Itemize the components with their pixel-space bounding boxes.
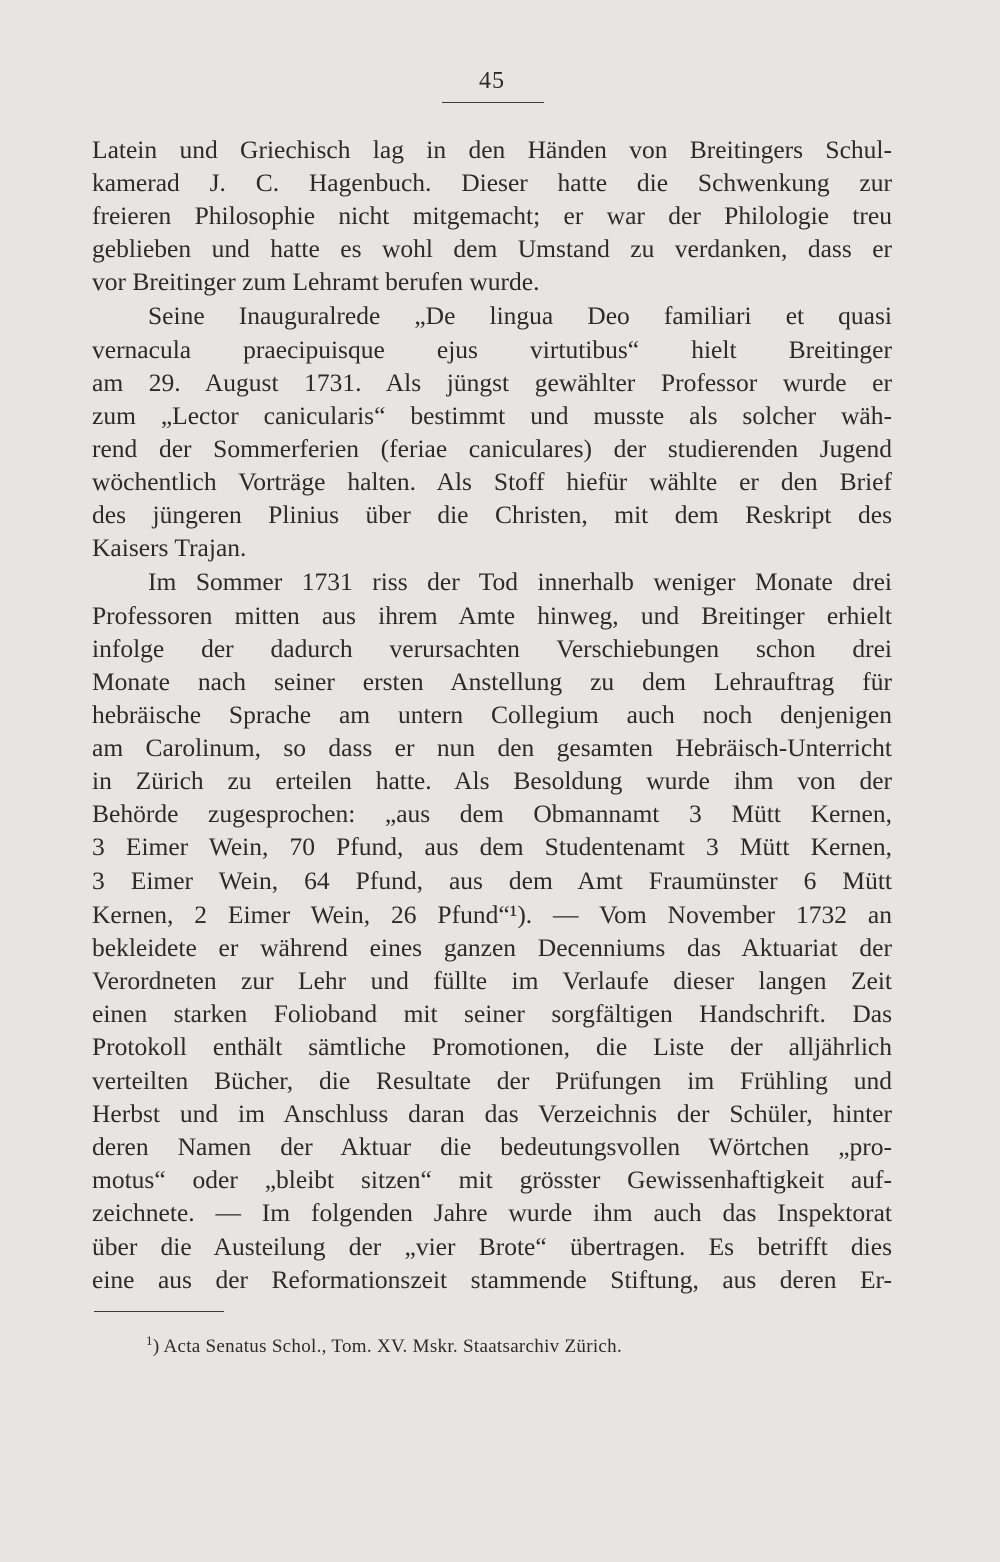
text-line: rend der Sommerferien (feriae caniculares) der studierenden Jugend [92, 434, 892, 463]
page-number-rule [442, 102, 544, 103]
footnote-marker: 1 [146, 1333, 153, 1348]
text-line: am 29. August 1731. Als jüngst gewählter Professor wurde er [92, 368, 892, 397]
footnote [146, 1334, 622, 1360]
text-line: geblieben und hatte es wohl dem Umstand zu verdanken, dass er [92, 234, 892, 263]
text-line: eine aus der Reformationszeit stammende Stiftung, aus deren Er- [92, 1265, 892, 1294]
text-line: zeichnete. — Im folgenden Jahre wurde ihm auch das Inspektorat [92, 1198, 892, 1227]
text-line: Latein und Griechisch lag in den Händen von Breitingers Schul- [92, 135, 892, 164]
text-line: Behörde zugesprochen: „aus dem Obmannamt 3 Mütt Kernen, [92, 799, 892, 828]
text-line: vor Breitinger zum Lehramt berufen wurde. [92, 267, 540, 296]
text-line: bekleidete er während eines ganzen Decenniums das Aktuariat der [92, 933, 892, 962]
text-line: Professoren mitten aus ihrem Amte hinweg, und Breitinger erhielt [92, 601, 892, 630]
text-line: hebräische Sprache am untern Collegium auch noch denjenigen [92, 700, 892, 729]
page-number: 45 [479, 68, 505, 94]
text-line: einen starken Folioband mit seiner sorgfältigen Handschrift. Das [92, 999, 892, 1028]
text-line: Kaisers Trajan. [92, 533, 247, 562]
text-line: deren Namen der Aktuar die bedeutungsvollen Wörtchen „pro- [92, 1132, 892, 1161]
text-line: am Carolinum, so dass er nun den gesamten Hebräisch-Unterricht [92, 733, 892, 762]
text-line: zum „Lector canicularis“ bestimmt und musste als solcher wäh- [92, 401, 892, 430]
text-line: 3 Eimer Wein, 70 Pfund, aus dem Studentenamt 3 Mütt Kernen, [92, 832, 892, 861]
text-line: 3 Eimer Wein, 64 Pfund, aus dem Amt Fraumünster 6 Mütt [92, 866, 892, 895]
text-line: in Zürich zu erteilen hatte. Als Besoldung wurde ihm von der [92, 766, 892, 795]
text-line: Monate nach seiner ersten Anstellung zu dem Lehrauftrag für [92, 667, 892, 696]
footnote-rule [94, 1311, 224, 1312]
text-line: Seine Inauguralrede „De lingua Deo familiari et quasi [148, 301, 892, 330]
text-line: vernacula praecipuisque ejus virtutibus“ hielt Breitinger [92, 335, 892, 364]
text-line: Im Sommer 1731 riss der Tod innerhalb weniger Monate drei [148, 567, 892, 596]
text-line: des jüngeren Plinius über die Christen, mit dem Reskript des [92, 500, 892, 529]
text-line: motus“ oder „bleibt sitzen“ mit grösster Gewissenhaftigkeit auf- [92, 1165, 892, 1194]
text-line: Verordneten zur Lehr und füllte im Verlaufe dieser langen Zeit [92, 966, 892, 995]
text-line: freieren Philosophie nicht mitgemacht; er war der Philologie treu [92, 201, 892, 230]
text-line: Kernen, 2 Eimer Wein, 26 Pfund“¹). — Vom November 1732 an [92, 900, 892, 929]
text-line: Herbst und im Anschluss daran das Verzeichnis der Schüler, hinter [92, 1099, 892, 1128]
text-line: Protokoll enthält sämtliche Promotionen, die Liste der alljährlich [92, 1032, 892, 1061]
text-line: kamerad J. C. Hagenbuch. Dieser hatte die Schwenkung zur [92, 168, 892, 197]
footnote-text: ) Acta Senatus Schol., Tom. XV. Mskr. Staatsarchiv Zürich. [152, 1336, 623, 1357]
text-line: wöchentlich Vorträge halten. Als Stoff hiefür wählte er den Brief [92, 467, 892, 496]
text-line: verteilten Bücher, die Resultate der Prüfungen im Frühling und [92, 1066, 892, 1095]
text-line: über die Austeilung der „vier Brote“ übertragen. Es betrifft dies [92, 1232, 892, 1261]
text-line: infolge der dadurch verursachten Verschiebungen schon drei [92, 634, 892, 663]
